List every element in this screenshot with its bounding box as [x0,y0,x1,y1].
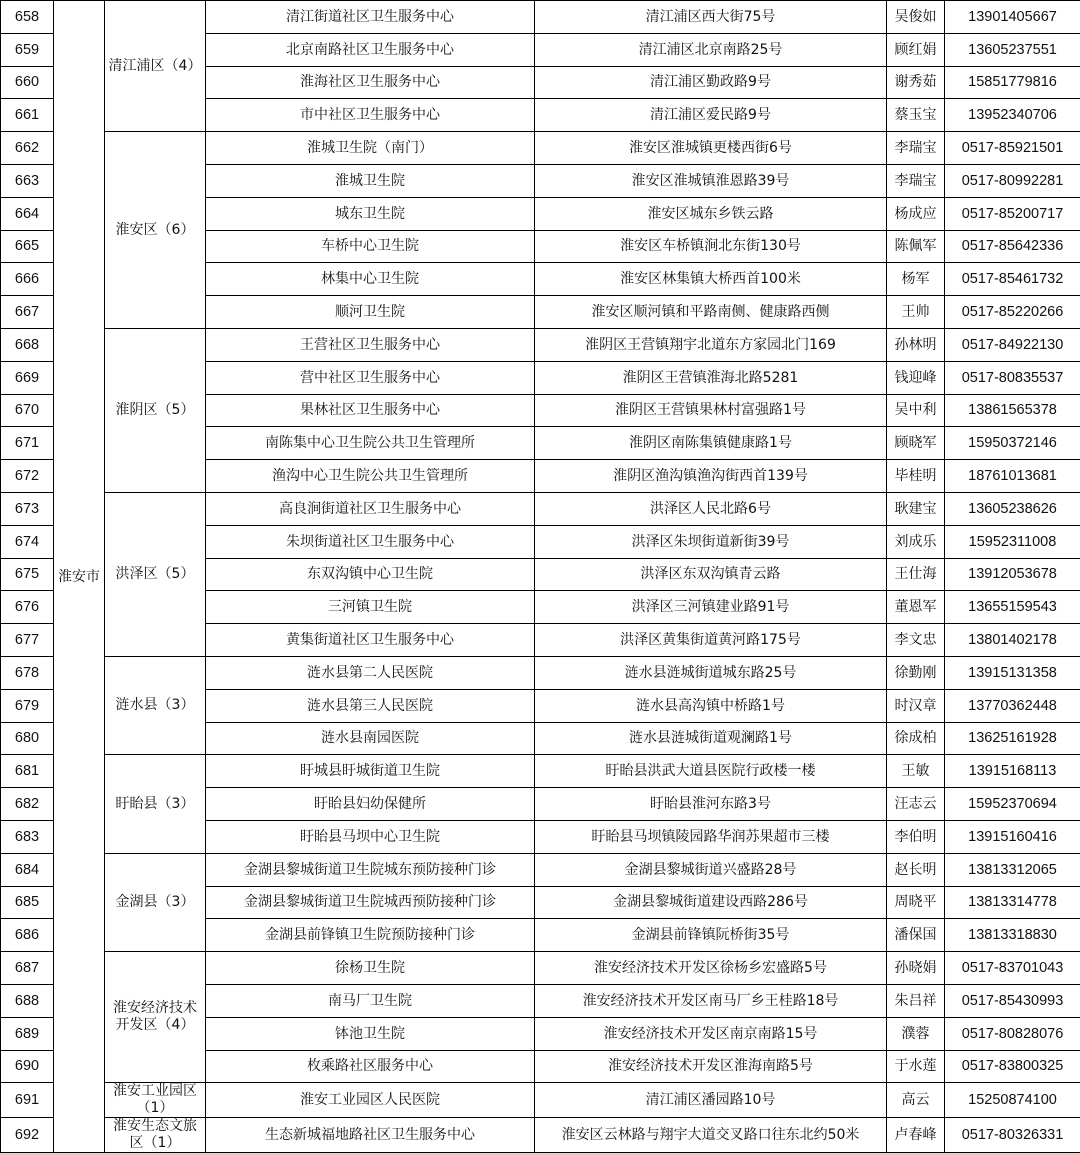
address: 清江浦区勤政路9号 [535,66,887,99]
phone-number: 0517-85430993 [945,984,1080,1017]
row-number: 660 [1,66,54,99]
address: 盱眙县洪武大道县医院行政楼一楼 [535,755,887,788]
address: 清江浦区爱民路9号 [535,99,887,132]
phone-number: 15952370694 [945,788,1080,821]
address: 淮安经济技术开发区徐杨乡宏盛路5号 [535,952,887,985]
row-number: 688 [1,984,54,1017]
unit-name: 徐杨卫生院 [206,952,535,985]
row-number: 691 [1,1083,54,1118]
unit-name: 渔沟中心卫生院公共卫生管理所 [206,460,535,493]
address: 淮阴区王营镇果林村富强路1号 [535,394,887,427]
row-number: 690 [1,1050,54,1083]
address: 淮阴区南陈集镇健康路1号 [535,427,887,460]
row-number: 678 [1,656,54,689]
unit-name: 朱坝街道社区卫生服务中心 [206,525,535,558]
phone-number: 13605237551 [945,33,1080,66]
unit-name: 盱城县盱城街道卫生院 [206,755,535,788]
unit-name: 淮安工业园区人民医院 [206,1083,535,1118]
row-number: 676 [1,591,54,624]
phone-number: 0517-85921501 [945,132,1080,165]
district-cell: 金湖县（3） [105,853,206,951]
phone-number: 18761013681 [945,460,1080,493]
phone-number: 13915168113 [945,755,1080,788]
contact-person: 于水莲 [887,1050,945,1083]
phone-number: 0517-83800325 [945,1050,1080,1083]
address: 洪泽区东双沟镇青云路 [535,558,887,591]
phone-number: 13952340706 [945,99,1080,132]
table-row [1,132,1080,165]
row-number: 673 [1,492,54,525]
row-number: 682 [1,788,54,821]
unit-name: 三河镇卫生院 [206,591,535,624]
address: 涟水县涟城街道城东路25号 [535,656,887,689]
address: 淮安区云林路与翔宇大道交叉路口往东北约50米 [535,1118,887,1153]
contact-person: 陈佩军 [887,230,945,263]
contact-person: 顾红娟 [887,33,945,66]
unit-name: 涟水县第三人民医院 [206,689,535,722]
contact-person: 孙晓娟 [887,952,945,985]
contact-person: 李文忠 [887,624,945,657]
table-row [1,1118,1080,1153]
phone-number: 15950372146 [945,427,1080,460]
phone-number: 13605238626 [945,492,1080,525]
contact-person: 吴中利 [887,394,945,427]
table-body [1,1,1080,1153]
address: 金湖县黎城街道建设西路286号 [535,886,887,919]
contact-person: 时汉章 [887,689,945,722]
row-number: 663 [1,164,54,197]
unit-name: 淮海社区卫生服务中心 [206,66,535,99]
contact-person: 耿建宝 [887,492,945,525]
phone-number: 13655159543 [945,591,1080,624]
contact-person: 蔡玉宝 [887,99,945,132]
phone-number: 13861565378 [945,394,1080,427]
contact-person: 李瑞宝 [887,132,945,165]
unit-name: 金湖县黎城街道卫生院城东预防接种门诊 [206,853,535,886]
phone-number: 0517-80835537 [945,361,1080,394]
address: 淮安区顺河镇和平路南侧、健康路西侧 [535,296,887,329]
address: 盱眙县马坝镇陵园路华润苏果超市三楼 [535,820,887,853]
phone-number: 13813312065 [945,853,1080,886]
table-row [1,328,1080,361]
unit-name: 清江街道社区卫生服务中心 [206,1,535,34]
row-number: 666 [1,263,54,296]
phone-number: 13915160416 [945,820,1080,853]
phone-number: 13625161928 [945,722,1080,755]
address: 淮安经济技术开发区淮海南路5号 [535,1050,887,1083]
contact-person: 徐成柏 [887,722,945,755]
contact-person: 周晓平 [887,886,945,919]
contact-person: 潘保国 [887,919,945,952]
address: 淮安经济技术开发区南京南路15号 [535,1017,887,1050]
table-row [1,952,1080,985]
contact-person: 钱迎峰 [887,361,945,394]
address: 金湖县前锋镇阮桥街35号 [535,919,887,952]
unit-name: 营中社区卫生服务中心 [206,361,535,394]
district-cell: 淮安区（6） [105,132,206,329]
row-number: 665 [1,230,54,263]
address: 淮阴区王营镇翔宇北道东方家园北门169 [535,328,887,361]
unit-name: 盱眙县马坝中心卫生院 [206,820,535,853]
contact-person: 汪志云 [887,788,945,821]
phone-number: 0517-85461732 [945,263,1080,296]
contact-person: 朱吕祥 [887,984,945,1017]
district-cell: 淮阴区（5） [105,328,206,492]
district-cell: 淮安经济技术开发区（4） [105,952,206,1083]
unit-name: 黄集街道社区卫生服务中心 [206,624,535,657]
phone-number: 0517-84922130 [945,328,1080,361]
row-number: 669 [1,361,54,394]
contact-person: 刘成乐 [887,525,945,558]
row-number: 662 [1,132,54,165]
contact-person: 濮蓉 [887,1017,945,1050]
phone-number: 15952311008 [945,525,1080,558]
city-cell: 淮安市 [54,1,105,1153]
unit-name: 淮城卫生院 [206,164,535,197]
contact-person: 卢春峰 [887,1118,945,1153]
address: 淮安区淮城镇淮恩路39号 [535,164,887,197]
phone-number: 13915131358 [945,656,1080,689]
row-number: 684 [1,853,54,886]
contact-person: 董恩军 [887,591,945,624]
phone-number: 0517-80326331 [945,1118,1080,1153]
phone-number: 15851779816 [945,66,1080,99]
row-number: 659 [1,33,54,66]
row-number: 677 [1,624,54,657]
district-cell: 淮安工业园区（1） [105,1083,206,1118]
unit-name: 高良涧街道社区卫生服务中心 [206,492,535,525]
district-cell: 涟水县（3） [105,656,206,754]
row-number: 661 [1,99,54,132]
row-number: 667 [1,296,54,329]
unit-name: 涟水县南园医院 [206,722,535,755]
row-number: 681 [1,755,54,788]
contact-person: 谢秀茹 [887,66,945,99]
contact-person: 顾晓军 [887,427,945,460]
address: 洪泽区人民北路6号 [535,492,887,525]
phone-number: 0517-83701043 [945,952,1080,985]
row-number: 658 [1,1,54,34]
address: 淮安经济技术开发区南马厂乡王桂路18号 [535,984,887,1017]
table-row [1,1,1080,34]
phone-number: 13801402178 [945,624,1080,657]
contact-person: 杨军 [887,263,945,296]
unit-name: 顺河卫生院 [206,296,535,329]
address: 洪泽区朱坝街道新街39号 [535,525,887,558]
unit-name: 金湖县前锋镇卫生院预防接种门诊 [206,919,535,952]
unit-name: 枚乘路社区服务中心 [206,1050,535,1083]
district-cell: 清江浦区（4） [105,1,206,132]
unit-name: 生态新城福地路社区卫生服务中心 [206,1118,535,1153]
row-number: 674 [1,525,54,558]
row-number: 685 [1,886,54,919]
address: 洪泽区黄集街道黄河路175号 [535,624,887,657]
table-row [1,1083,1080,1118]
address: 清江浦区北京南路25号 [535,33,887,66]
district-cell: 淮安生态文旅区（1） [105,1118,206,1153]
district-cell: 洪泽区（5） [105,492,206,656]
phone-number: 0517-85220266 [945,296,1080,329]
row-number: 670 [1,394,54,427]
contact-person: 王帅 [887,296,945,329]
address: 淮阴区渔沟镇渔沟街西首139号 [535,460,887,493]
phone-number: 15250874100 [945,1083,1080,1118]
unit-name: 东双沟镇中心卫生院 [206,558,535,591]
phone-number: 0517-80992281 [945,164,1080,197]
contact-person: 李瑞宝 [887,164,945,197]
unit-name: 淮城卫生院（南门） [206,132,535,165]
row-number: 675 [1,558,54,591]
contact-person: 王敏 [887,755,945,788]
row-number: 668 [1,328,54,361]
address: 淮安区林集镇大桥西首100米 [535,263,887,296]
row-number: 672 [1,460,54,493]
address: 清江浦区西大街75号 [535,1,887,34]
address: 涟水县高沟镇中桥路1号 [535,689,887,722]
unit-name: 盱眙县妇幼保健所 [206,788,535,821]
row-number: 664 [1,197,54,230]
phone-number: 13901405667 [945,1,1080,34]
phone-number: 0517-80828076 [945,1017,1080,1050]
address: 金湖县黎城街道兴盛路28号 [535,853,887,886]
unit-name: 市中社区卫生服务中心 [206,99,535,132]
address: 淮阴区王营镇淮海北路5281 [535,361,887,394]
unit-name: 车桥中心卫生院 [206,230,535,263]
table-row [1,492,1080,525]
row-number: 686 [1,919,54,952]
phone-number: 0517-85642336 [945,230,1080,263]
unit-name: 钵池卫生院 [206,1017,535,1050]
unit-name: 林集中心卫生院 [206,263,535,296]
address: 清江浦区潘园路10号 [535,1083,887,1118]
unit-name: 王营社区卫生服务中心 [206,328,535,361]
phone-number: 0517-85200717 [945,197,1080,230]
address: 涟水县涟城街道观澜路1号 [535,722,887,755]
contact-person: 毕桂明 [887,460,945,493]
address: 淮安区淮城镇更楼西街6号 [535,132,887,165]
unit-name: 南马厂卫生院 [206,984,535,1017]
contact-person: 赵长明 [887,853,945,886]
contact-person: 徐勤刚 [887,656,945,689]
unit-name: 北京南路社区卫生服务中心 [206,33,535,66]
unit-name: 南陈集中心卫生院公共卫生管理所 [206,427,535,460]
contact-person: 李伯明 [887,820,945,853]
address: 洪泽区三河镇建业路91号 [535,591,887,624]
address: 淮安区城东乡铁云路 [535,197,887,230]
row-number: 680 [1,722,54,755]
unit-name: 金湖县黎城街道卫生院城西预防接种门诊 [206,886,535,919]
contact-person: 孙林明 [887,328,945,361]
row-number: 671 [1,427,54,460]
phone-number: 13770362448 [945,689,1080,722]
district-cell: 盱眙县（3） [105,755,206,853]
row-number: 687 [1,952,54,985]
table-row [1,755,1080,788]
contact-person: 吴俊如 [887,1,945,34]
row-number: 692 [1,1118,54,1153]
table-row [1,656,1080,689]
row-number: 683 [1,820,54,853]
row-number: 679 [1,689,54,722]
phone-number: 13813314778 [945,886,1080,919]
address: 淮安区车桥镇涧北东街130号 [535,230,887,263]
phone-number: 13813318830 [945,919,1080,952]
address: 盱眙县淮河东路3号 [535,788,887,821]
table-row [1,853,1080,886]
unit-name: 果林社区卫生服务中心 [206,394,535,427]
contact-person: 王仕海 [887,558,945,591]
row-number: 689 [1,1017,54,1050]
contact-person: 杨成应 [887,197,945,230]
unit-name: 城东卫生院 [206,197,535,230]
phone-number: 13912053678 [945,558,1080,591]
unit-name: 涟水县第二人民医院 [206,656,535,689]
contact-person: 高云 [887,1083,945,1118]
